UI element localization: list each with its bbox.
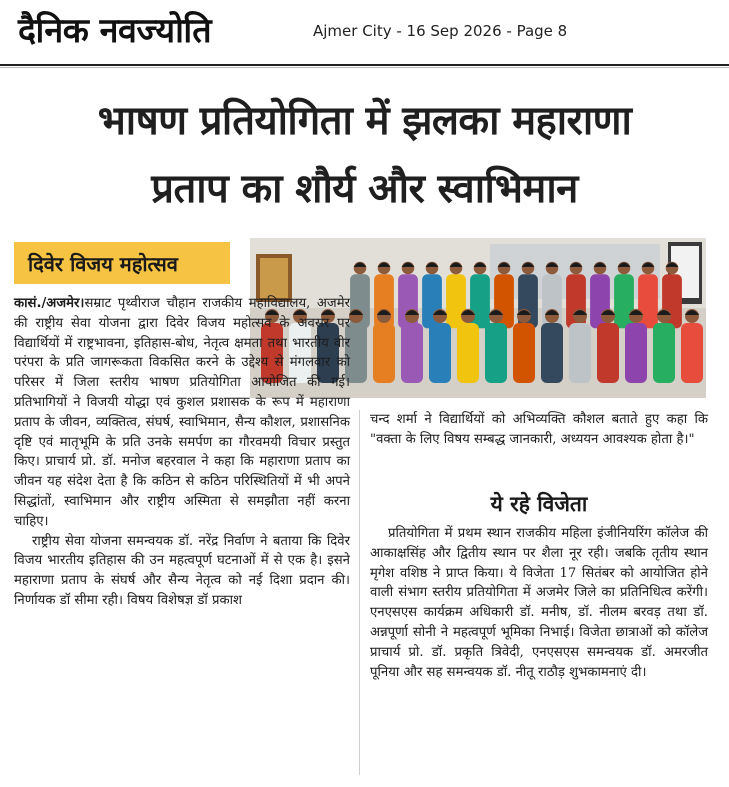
- article-paragraph-4: प्रतियोगिता में प्रथम स्थान राजकीय महिला इंजीनियरिंग कॉलेज की आकाक्षसिंह और द्वितीय स्थान पर शैला नूर रही। जबकि तृतीय स्थान मृगेश वशिष्ठ ने प्राप्त किया। ये विजेता 17 सितंबर को आयोजित होने वाली संभाग स्तरीय प्रतियोगिता में अजमेर जिले का प्रतिनिधित्व करेंगी। एनएसएस कार्यक्रम अधिकारी डॉ. मनीष, डॉ. नीलम बरवड़ तथा डॉ. अन्नपूर्णा सोनी ने महत्वपूर्ण भूमिका निभाई। विजेता छात्राओं को कॉलेज प्राचार्य प्रो. डॉ. प्रकृति त्रिवेदी, एनएसएस समन्वयक डॉ. अमरजीत पूनिया और सह समन्वयक डॉ. नीतू राठौड़ शुभकामनाएं दी।: [370, 526, 708, 680]
- headline-line-1: भाषण प्रतियोगिता में झलका महाराणा: [97, 98, 632, 144]
- edition-info: Ajmer City - 16 Sep 2026 - Page 8: [313, 22, 568, 40]
- dateline: कासं./अजमेर।: [14, 296, 85, 311]
- masthead-divider-thin: [0, 67, 729, 68]
- masthead: [0, 0, 729, 62]
- headline-line-2: प्रताप का शौर्य और स्वाभिमान: [151, 166, 578, 212]
- newspaper-logo: दैनिक नवज्योति: [18, 11, 212, 51]
- masthead-divider: [0, 64, 729, 66]
- article-paragraph-2: राष्ट्रीय सेवा योजना समन्वयक डॉ. नरेंद्र निर्वाण ने बताया कि दिवेर विजय भारतीय इतिहास की उन महत्वपूर्ण घटनाओं में से एक है। इसने महाराणा प्रताप के संघर्ष और सैन्य नेतृत्व को नई दिशा प्रदान की। निर्णायक डॉ सीमा रही। विषय विशेषज्ञ डॉ प्रकाश: [14, 533, 350, 608]
- section-tag: [14, 242, 230, 284]
- article-column-right-bottom: [370, 524, 708, 682]
- column-divider: [359, 410, 360, 775]
- subheading-winners: ये रहे विजेता: [490, 492, 588, 516]
- article-column-right-top: [370, 410, 708, 450]
- article-column-left: [14, 294, 350, 611]
- section-tag-label: दिवेर विजय महोत्सव: [28, 252, 178, 276]
- article-paragraph-1: सम्राट पृथ्वीराज चौहान राजकीय महाविद्यालय, अजमेर की राष्ट्रीय सेवा योजना द्वारा दिवेर विजय महोत्सव के अवसर पर विद्यार्थियों में राष्ट्रभावना, इतिहास-बोध, नेतृत्व क्षमता तथा भारतीय वीर परंपरा के प्रति जागरूकता विकसित करने के उद्देश्य से मंगलवार को परिसर में जिला स्तरीय भाषण प्रतियोगिता आयोजित की गई। प्रतिभागियों ने विजयी योद्धा एवं कुशल प्रशासक के रूप में महाराणा प्रताप के जीवन, व्यक्तित्व, संघर्ष, स्वाभिमान, सैन्य कौशल, प्रशासनिक दृष्टि एवं मातृभूमि के प्रति उनके समर्पण का गौरवमयी विचार प्रस्तुत किए। प्राचार्य प्रो. डॉ. मनोज बहरवाल ने कहा कि महाराणा प्रताप का जीवन यह संदेश देता है कि कठिन से कठिन परिस्थितियों में भी अपने सिद्धांतों, स्वाभिमान और राष्ट्रीय अस्मिता से समझौता नहीं करना चाहिए।: [14, 296, 350, 529]
- article-paragraph-3: चन्द शर्मा ने विद्यार्थियों को अभिव्यक्ति कौशल बताते हुए कहा कि "वक्ता के लिए विषय सम्बद्ध जानकारी, अध्ययन आवश्यक होता है।": [370, 412, 708, 447]
